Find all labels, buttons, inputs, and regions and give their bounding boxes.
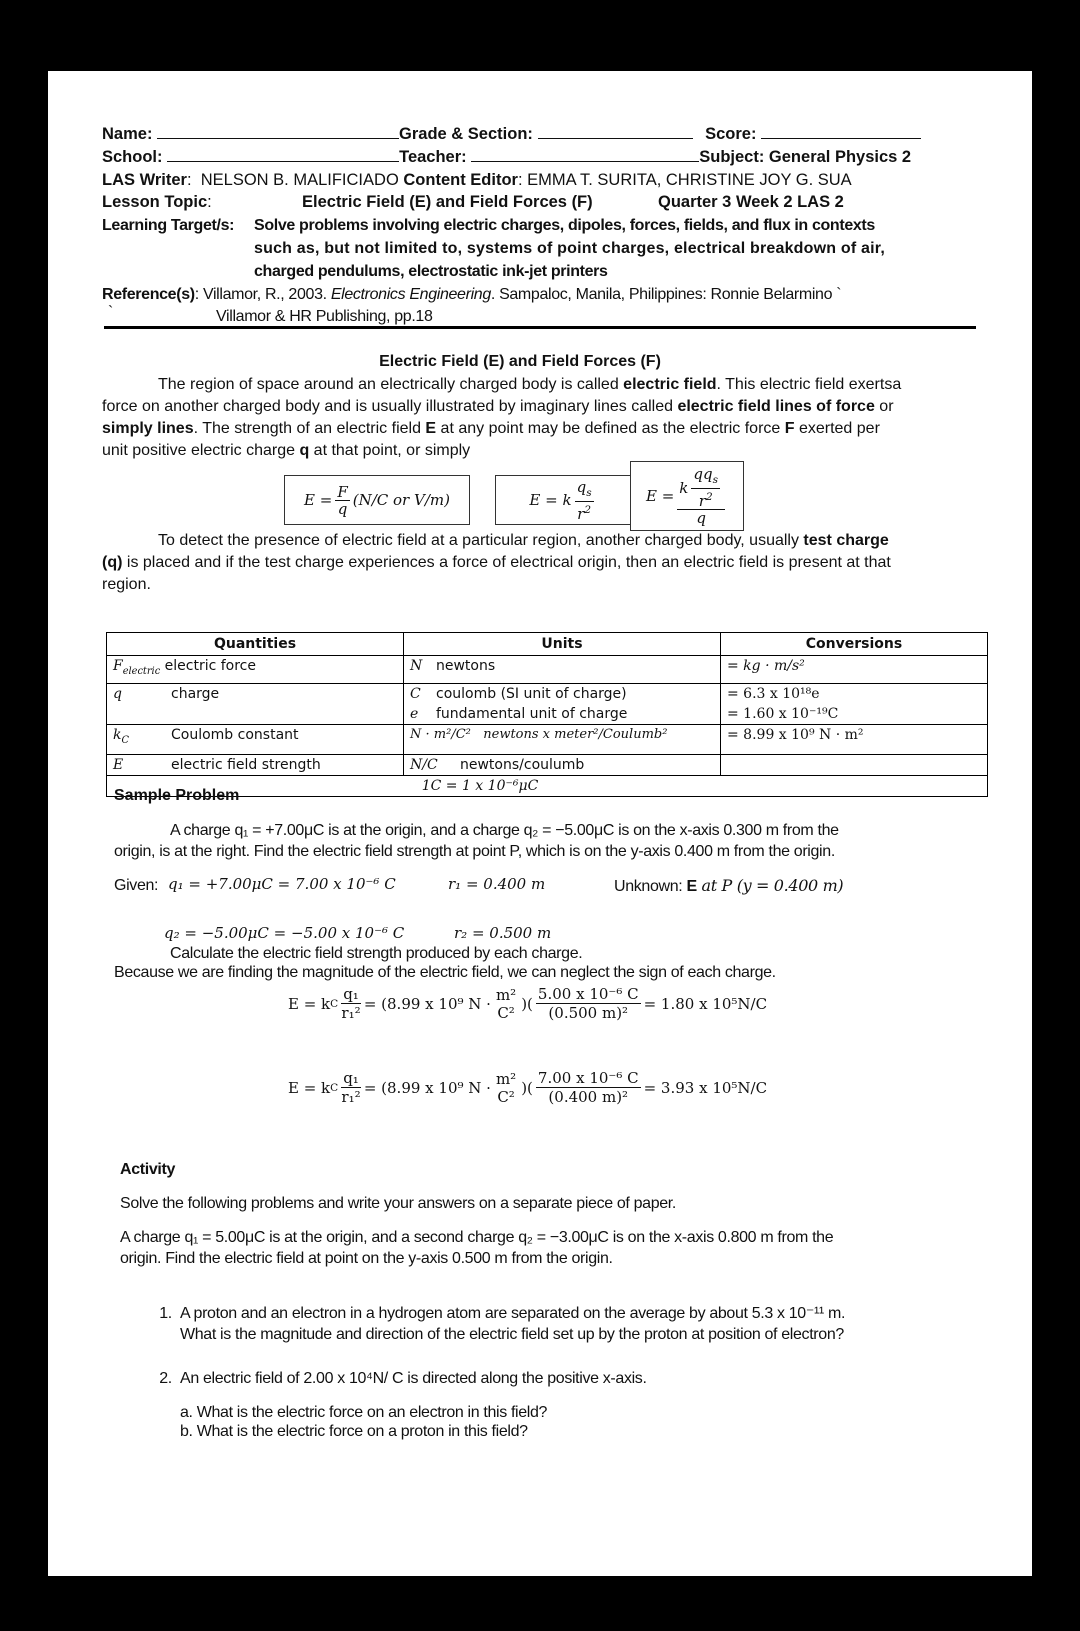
denominator: r₁² [341,1004,361,1022]
learning-target-line-2: such as, but not limited to, systems of point charges, electrical breakdown of air, [254,240,885,257]
fraction [341,1069,361,1106]
activity-title: Activity [120,1161,175,1178]
score-label: Score: [705,125,757,143]
sample-problem-title: Sample Problem [114,787,240,804]
quantity-name: charge [171,686,220,702]
numerator: 7.00 x 10⁻⁶ C [537,1069,639,1087]
unknown-label: Unknown: [614,878,683,895]
denominator: C² [497,1087,515,1106]
content-editor: EMMA T. SURITA, CHRISTINE JOY G. SUA [527,171,852,189]
unit-name: newtons [436,658,496,674]
conversion-cell [721,755,988,776]
constant: = (8.99 x 10⁹ N · [363,994,491,1013]
table-row [107,725,988,755]
formula-box-field-definition [284,475,470,525]
term-simply-lines: simply lines [102,420,194,437]
sub-questions [180,1403,1016,1441]
denominator: q [337,499,348,518]
table-row [107,684,988,725]
units-cell [404,684,721,725]
table-row [107,656,988,684]
quantity-cell [107,684,404,725]
denominator: r₁² [341,1088,361,1106]
intro-line-3 [102,418,880,440]
formula-box-combined [630,461,744,531]
col-units: Units [404,633,721,656]
given-q1: q₁ = +7.00μC = 7.00 x 10⁻⁶ C [168,875,396,893]
table-row [107,755,988,776]
eq-lhs-sub: C [330,1081,339,1094]
las-writer-label: LAS Writer [102,171,187,189]
conversion-cell: = 8.99 x 10⁹ N · m² [721,725,988,755]
sample-line-2: origin, is at the right. Find the electric field strength at point P, which is on the y-axis 0.400 m from the origin. [114,843,835,860]
denominator: C² [497,1003,515,1022]
unit-name: coulomb (SI unit of charge) [436,686,627,702]
k: k [679,478,689,497]
units-cell [404,656,721,684]
activity-item-2 [176,1368,1016,1441]
given-r2: r₂ = 0.500 m [454,924,552,942]
col-quantities: Quantities [107,633,404,656]
text: unit positive electric charge [102,442,300,459]
symbol-q: q [299,442,310,459]
microcoulomb-conversion: 1C = 1 x 10⁻⁶μC [107,776,988,797]
fraction [341,985,361,1022]
inner-num [691,466,720,489]
symbol-F: F [784,420,795,437]
conversion: = 1.60 x 10⁻¹⁹C [727,706,839,722]
value-fraction [536,985,641,1022]
unit-symbol: N · m²/C² [410,727,471,742]
content-editor-label: Content Editor [403,171,518,189]
value-fraction [536,1069,641,1106]
eq-lhs-sub: C [330,997,339,1010]
activity-instruction: Solve the following problems and write your answers on a separate piece of paper. [120,1195,676,1212]
learning-target-line-1: Solve problems involving electric charges, dipoles, forces, fields, and flux in contexts [254,217,875,234]
text: exerted per [794,420,880,437]
unit-name: fundamental unit of charge [436,706,628,722]
denominator [577,502,591,522]
sub-question-b: b. What is the electric force on a proton in this field? [180,1423,528,1440]
unit-name: newtons/coulumb [460,757,585,773]
detect-line-3: region. [102,576,151,593]
item-line: 2. An electric field of 2.00 x 10⁴N/ C is directed along the positive x-axis. [180,1370,647,1387]
section-title: Electric Field (E) and Field Forces (F) [379,353,661,370]
lesson-topic: Electric Field (E) and Field Forces (F) [302,193,593,211]
sample-line-1: A charge q₁ = +7.00μC is at the origin, and a charge q₂ = −5.00μC is on the x-axis 0.300 m from the [170,822,839,839]
formula-lhs: E = [304,491,333,509]
symbol: k [113,727,122,743]
subject: Subject: General Physics 2 [699,148,912,166]
formula-box-point-charge [495,475,631,525]
term-lines-of-force: electric field lines of force [677,398,875,415]
reference-label: Reference(s) [102,286,195,303]
item-line: 1. A proton and an electron in a hydrogen atom are separated on the average by about 5.3 x 10⁻¹¹ m. [180,1305,846,1322]
lesson-topic-label: Lesson Topic [102,193,208,211]
unit-name: newtons x meter²/Coulumb² [483,727,668,742]
unit-symbol: C [410,686,421,702]
fraction [335,484,349,517]
calc-instruction-1: Calculate the electric field strength produced by each charge. [170,945,583,962]
grade-label: Grade & Section: [399,125,533,143]
symbol-q: (q) [102,554,123,571]
intro-line-1 [158,374,901,396]
reference-author: Villamor, R., 2003. [202,286,331,303]
item-line: What is the magnitude and direction of the electric field set up by the proton at position of electron? [180,1326,844,1343]
learning-target-label: Learning Target/s: [102,217,235,234]
writer-row: LAS Writer: NELSON B. MALIFICIADO Content Editor: EMMA T. SURITA, CHRISTINE JOY G. SUA [102,171,852,189]
text: To detect the presence of electric field at a particular region, another charged body, usually [158,532,804,549]
detect-line-2 [102,552,891,574]
result: = 1.80 x 10⁵N/C [643,994,768,1013]
result: = 3.93 x 10⁵N/C [643,1078,768,1097]
intro-line-4 [102,440,470,462]
inner-fraction [691,466,720,509]
denominator: (0.500 m)² [548,1004,629,1022]
qq: qq [693,465,713,483]
reference-line-1: Reference(s): Villamor, R., 2003. Electronics Engineering. Sampaloc, Manila, Philippines: Ronnie Belarmino ` [102,286,842,303]
denominator: q [696,509,706,527]
paren: )( [521,1078,533,1097]
text: . The strength of an electric field [193,420,426,437]
school-blank[interactable] [167,147,399,162]
unknown-symbol: E [686,878,697,895]
conversion-cell [721,684,988,725]
numerator [677,466,725,510]
inner-den [699,489,713,509]
detect-line-1 [158,530,889,552]
text: or [874,398,894,415]
numerator: 5.00 x 10⁻⁶ C [537,985,639,1003]
eq-lhs: E = k [288,1078,331,1097]
reference-line-2: Villamor & HR Publishing, pp.18 [216,308,433,325]
given-q2: q₂ = −5.00μC = −5.00 x 10⁻⁶ C [164,924,405,942]
conversion: = 6.3 x 10¹⁸e [727,686,820,702]
unit-symbol: e [410,706,419,722]
given-r1: r₁ = 0.400 m [448,875,546,893]
las-writer: NELSON B. MALIFICIADO [200,171,399,189]
school-label: School: [102,148,163,166]
units-cell [404,755,721,776]
quantity-cell [107,725,404,755]
lesson-row: Lesson Topic: [102,193,212,211]
text: at that point, or simply [309,442,471,459]
quantity-name: electric field strength [171,757,321,773]
numerator: m² [495,985,517,1004]
teacher-blank[interactable] [471,147,699,162]
formula-lhs: E = k [529,491,572,509]
unit-fraction [494,986,518,1022]
eq-lhs: E = k [288,994,331,1013]
col-conversions: Conversions [721,633,988,656]
denominator: (0.400 m)² [548,1088,629,1106]
sup: 2 [705,491,713,503]
constant: = (8.99 x 10⁹ N · [363,1078,491,1097]
grade-blank[interactable] [538,124,693,139]
intro-line-2 [102,396,894,418]
quantity-cell [107,755,404,776]
equation-2 [288,1069,767,1106]
paren: )( [521,994,533,1013]
term-electric-field: electric field [623,376,717,393]
symbol: F [113,658,123,674]
name-blank[interactable] [157,124,399,139]
outer-fraction [677,466,725,526]
symbol: q [113,686,122,702]
formula-lhs: E = [646,487,675,505]
symbol-sub: electric [122,665,161,677]
symbol: E [113,757,124,773]
symbol-sub: C [121,734,129,746]
worksheet-page [48,71,1032,1576]
unknown [614,875,843,898]
sub: s [712,474,718,486]
formula-units: (N/C or V/m) [352,491,450,509]
r: r [698,492,706,510]
teacher-label: Teacher: [399,148,467,166]
numerator [575,479,594,502]
quarter: Quarter 3 Week 2 LAS 2 [658,193,844,211]
sub-question-a: a. What is the electric force on an electron in this field? [180,1404,548,1421]
quantities-table [106,632,988,797]
quantity-name: electric force [164,658,256,674]
text: at any point may be defined as the electric force [436,420,785,437]
reference-publisher: . Sampaloc, Manila, Philippines: Ronnie Belarmino ` [490,286,842,303]
unit-symbol: N [410,658,423,674]
equation-1 [288,985,767,1022]
unit-symbol: N/C [410,757,438,773]
unknown-location: at P (y = 0.400 m) [696,876,844,895]
text: is placed and if the test charge experiences a force of electrical origin, then an electric field is present at that [122,554,891,571]
q: q [576,477,587,496]
numerator: m² [495,1069,517,1088]
quantity-name: Coulomb constant [171,727,299,743]
reference-title: Electronics Engineering [330,286,491,303]
numerator: q₁ [343,1069,359,1087]
fraction [575,479,594,522]
header-divider [104,326,976,329]
text: force on another charged body and is usually illustrated by imaginary lines called [102,398,678,415]
activity-item-1 [176,1303,1016,1345]
score-blank[interactable] [761,124,921,139]
conversion-cell: = kg · m/s² [721,656,988,684]
sup: 2 [584,503,591,516]
units-cell [404,725,721,755]
numerator: F [337,482,348,501]
r: r [577,504,585,523]
name-label: Name: [102,125,153,143]
activity-list [148,1303,1016,1464]
table-header-row [107,633,988,656]
unit-fraction [494,1070,518,1106]
reference-tick: ` [108,304,113,321]
text: The region of space around an electrically charged body is called [158,376,624,393]
learning-target-line-3: charged pendulums, electrostatic ink-jet printers [254,263,608,280]
term-test-charge: test charge [803,532,889,549]
symbol-E: E [425,420,437,437]
text: . This electric field exertsa [716,376,902,393]
school-row [102,146,911,169]
activity-problem-line-2: origin. Find the electric field at point on the y-axis 0.500 m from the origin. [120,1250,613,1267]
given-label: Given: [114,877,159,894]
numerator: q₁ [343,985,359,1003]
sub: s [586,486,592,499]
activity-problem-line-1: A charge q₁ = 5.00μC is at the origin, and a second charge q₂ = −3.00μC is on the x-axis 0.800 m from the [120,1229,834,1246]
name-row [102,123,921,146]
calc-instruction-2: Because we are finding the magnitude of the electric field, we can neglect the sign of each charge. [114,964,776,981]
quantity-cell [107,656,404,684]
